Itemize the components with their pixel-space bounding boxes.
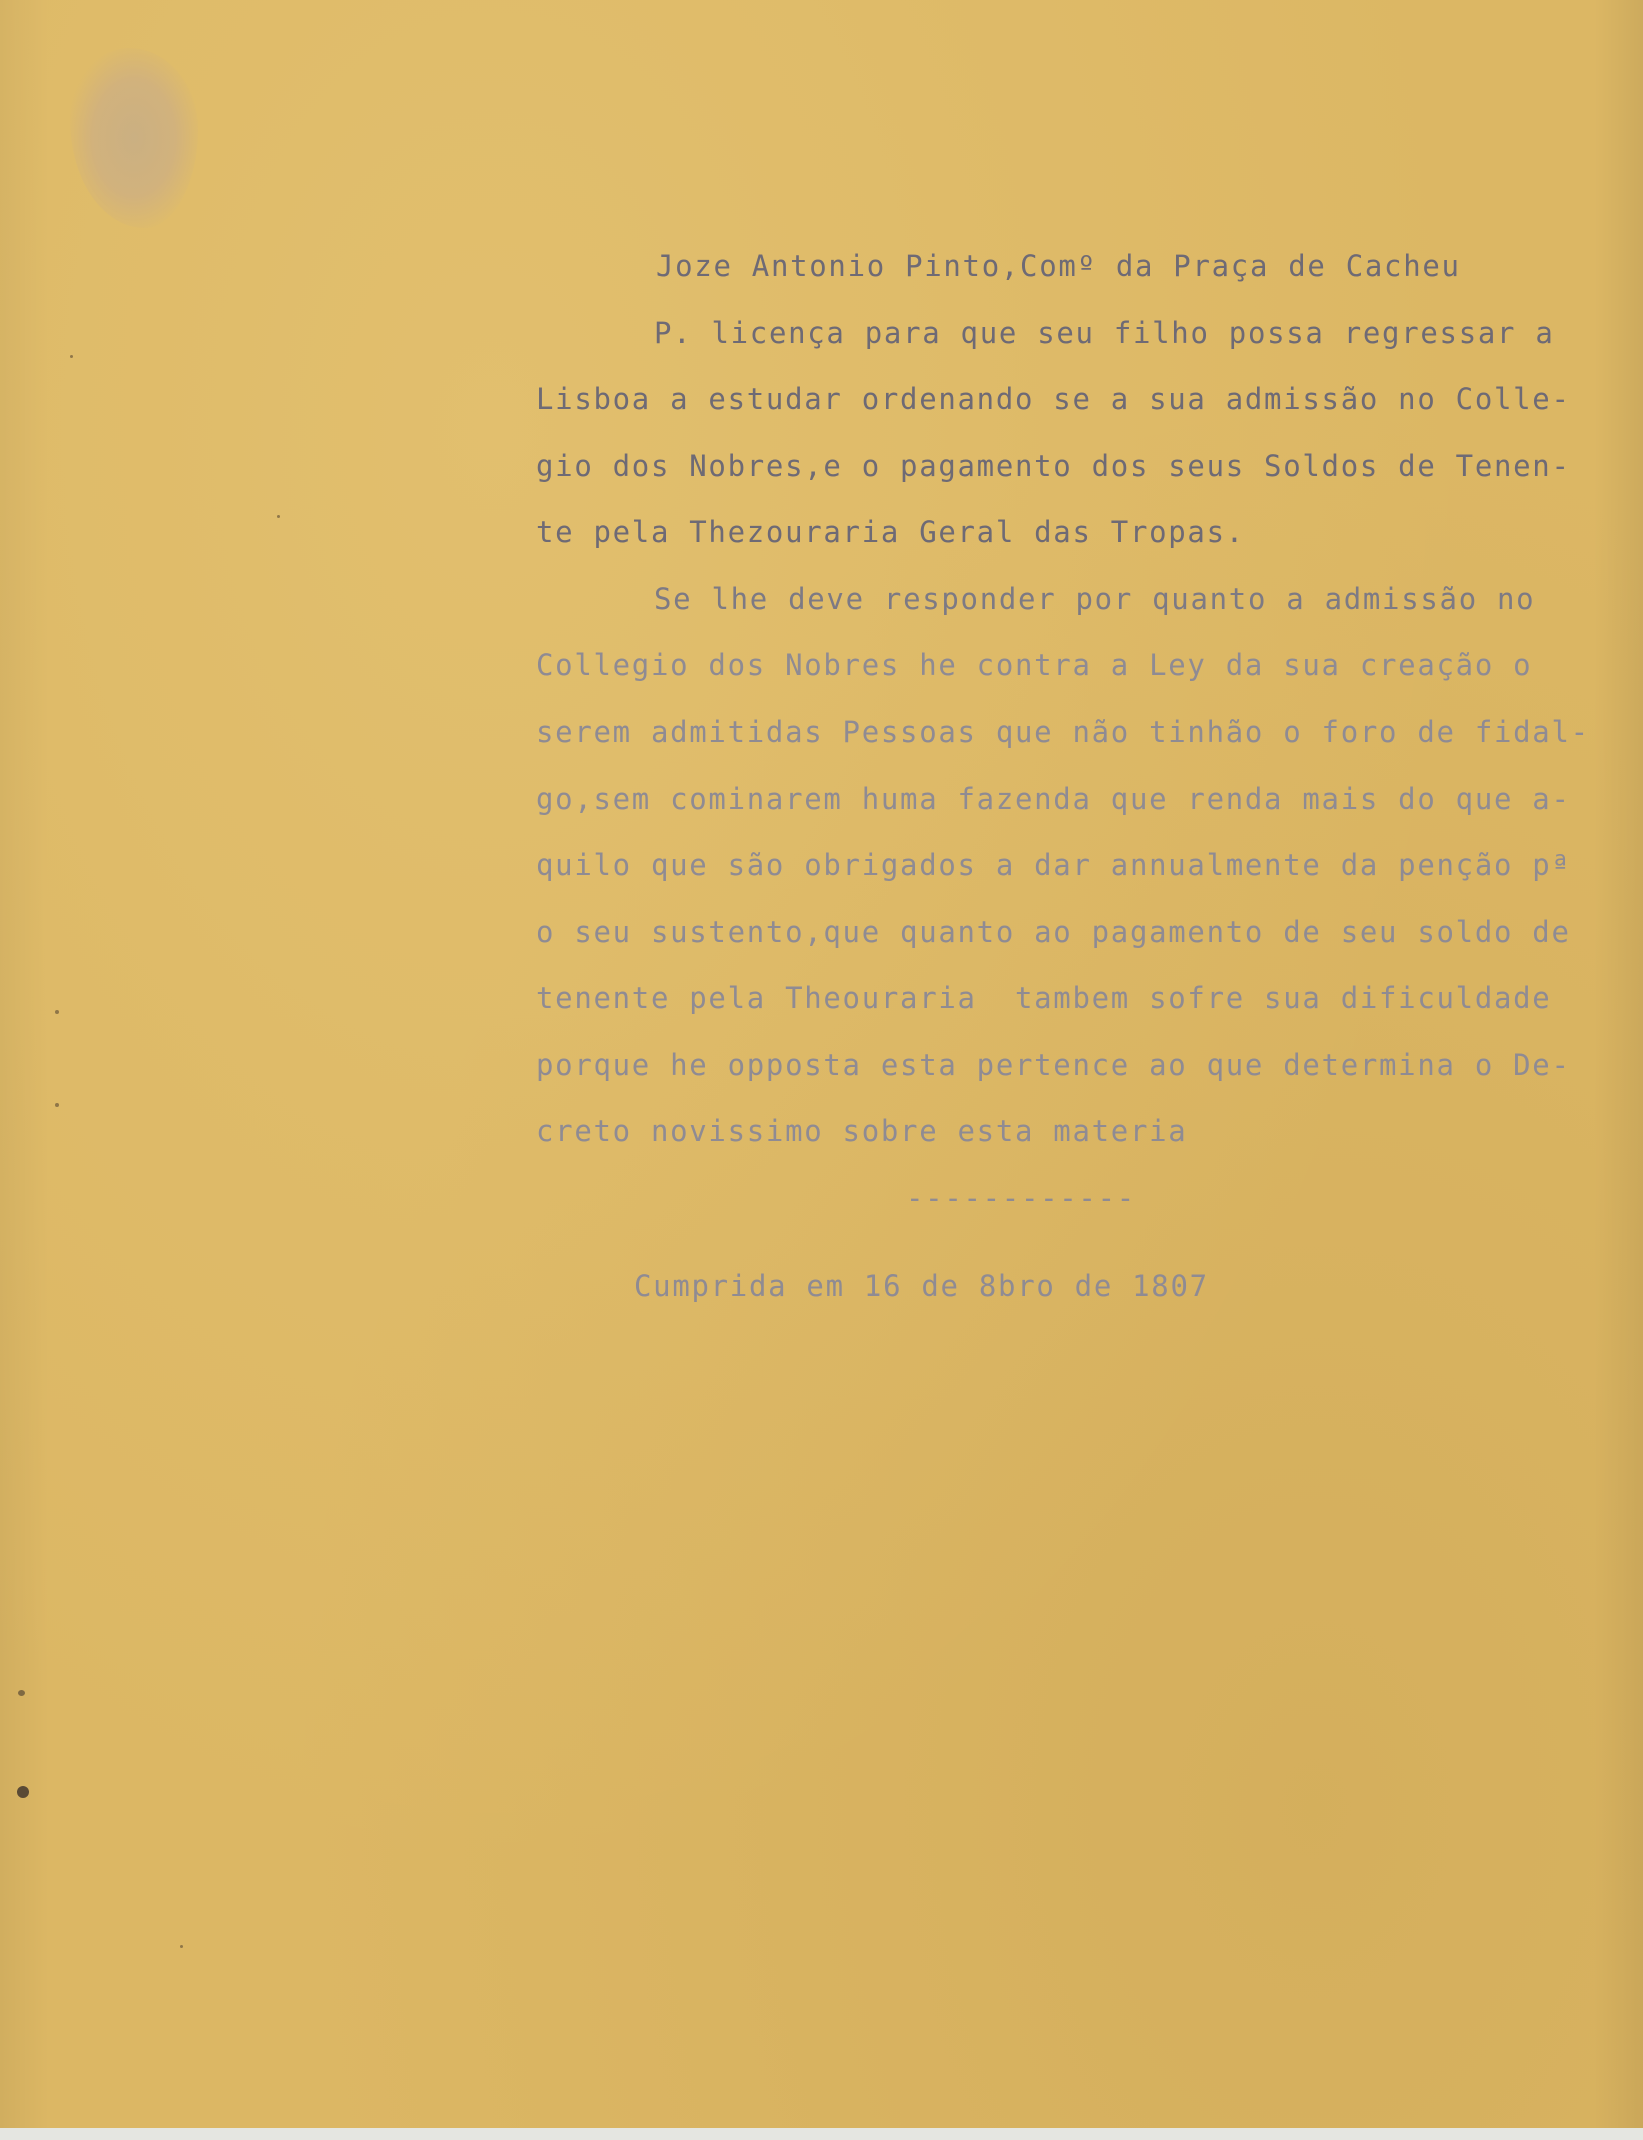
paper-speck — [180, 1945, 183, 1948]
paper-speck — [55, 1103, 59, 1107]
closing-line: Cumprida em 16 de 8bro de 1807 — [634, 1269, 1209, 1303]
text-line: tenente pela Theouraria tambem sofre sua dificuldade — [536, 981, 1552, 1015]
water-stain — [70, 48, 198, 228]
text-line: serem admitidas Pessoas que não tinhão o foro de fidal- — [536, 715, 1590, 749]
text-line: gio dos Nobres,e o pagamento dos seus Soldos de Tenen- — [536, 449, 1571, 483]
text-line: porque he opposta esta pertence ao que determina o De- — [536, 1048, 1571, 1082]
text-line: Se lhe deve responder por quanto a admissão no — [654, 582, 1536, 616]
text-line: go,sem cominarem huma fazenda que renda mais do que a- — [536, 782, 1571, 816]
paper-speck — [70, 355, 73, 358]
text-line: Collegio dos Nobres he contra a Ley da sua creação o — [536, 648, 1533, 682]
typed-text — [536, 240, 1606, 1303]
paper-speck — [55, 1010, 59, 1014]
separator-line: ------------ — [906, 1181, 1136, 1215]
text-line: Lisboa a estudar ordenando se a sua admissão no Colle- — [536, 382, 1571, 416]
text-line: creto novissimo sobre esta materia — [536, 1114, 1188, 1148]
punch-hole — [18, 1690, 25, 1696]
document-heading: Joze Antonio Pinto,Comº da Praça de Cacheu — [656, 249, 1461, 283]
text-line: P. licença para que seu filho possa regressar a — [654, 316, 1555, 350]
scan-border — [0, 2128, 1643, 2140]
text-line: quilo que são obrigados a dar annualmente da penção pª — [536, 848, 1571, 882]
text-line: te pela Thezouraria Geral das Tropas. — [536, 515, 1245, 549]
punch-hole — [17, 1786, 29, 1798]
paper-speck — [277, 515, 280, 518]
text-line: o seu sustento,que quanto ao pagamento de seu soldo de — [536, 915, 1571, 949]
